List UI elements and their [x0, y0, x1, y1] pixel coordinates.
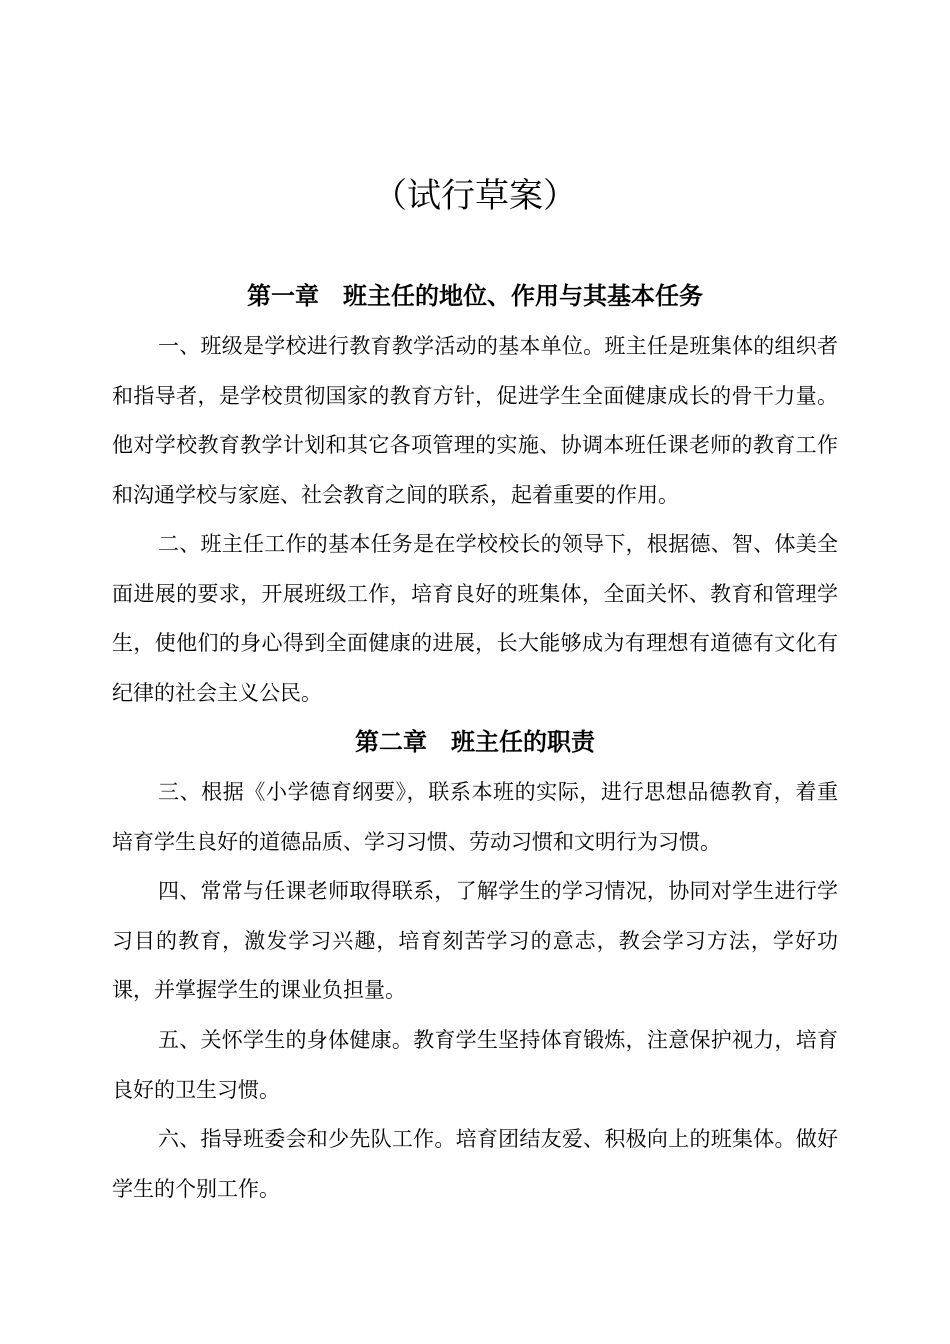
paragraph-3: 三、根据《小学德育纲要》，联系本班的实际，进行思想品德教育，着重培育学生良好的道德品质、学习习惯、劳动习惯和文明行为习惯。	[112, 780, 838, 854]
chapter-1-heading: 第一章 班主任的地位、作用与其基本任务	[247, 282, 703, 310]
paragraph-4: 四、常常与任课老师取得联系，了解学生的学习情况，协同对学生进行学习目的教育，激发学习兴趣，培育刻苦学习的意志，教会学习方法，学好功课，并掌握学生的课业负担量。	[112, 879, 838, 1003]
paragraph-6: 六、指导班委会和少先队工作。培育团结友爱、积极向上的班集体。做好学生的个别工作。	[112, 1127, 838, 1201]
paragraph-2: 二、班主任工作的基本任务是在学校校长的领导下，根据德、智、体美全面进展的要求，开展班级工作，培育良好的班集体，全面关怀、教育和管理学生，使他们的身心得到全面健康的进展，长大能够成为有理想有道德有文化有纪律的社会主义公民。	[112, 532, 838, 706]
document-title: （试行草案）	[373, 176, 577, 216]
paragraph-5: 五、关怀学生的身体健康。教育学生坚持体育锻炼，注意保护视力，培育良好的卫生习惯。	[112, 1028, 838, 1102]
chapter-2-heading: 第二章 班主任的职责	[355, 728, 595, 756]
paragraph-1: 一、班级是学校进行教育教学活动的基本单位。班主任是班集体的组织者和指导者，是学校贯彻国家的教育方针，促进学生全面健康成长的骨干力量。他对学校教育教学计划和其它各项管理的实施、协调本班任课老师的教育工作和沟通学校与家庭、社会教育之间的联系，起着重要的作用。	[112, 334, 838, 508]
